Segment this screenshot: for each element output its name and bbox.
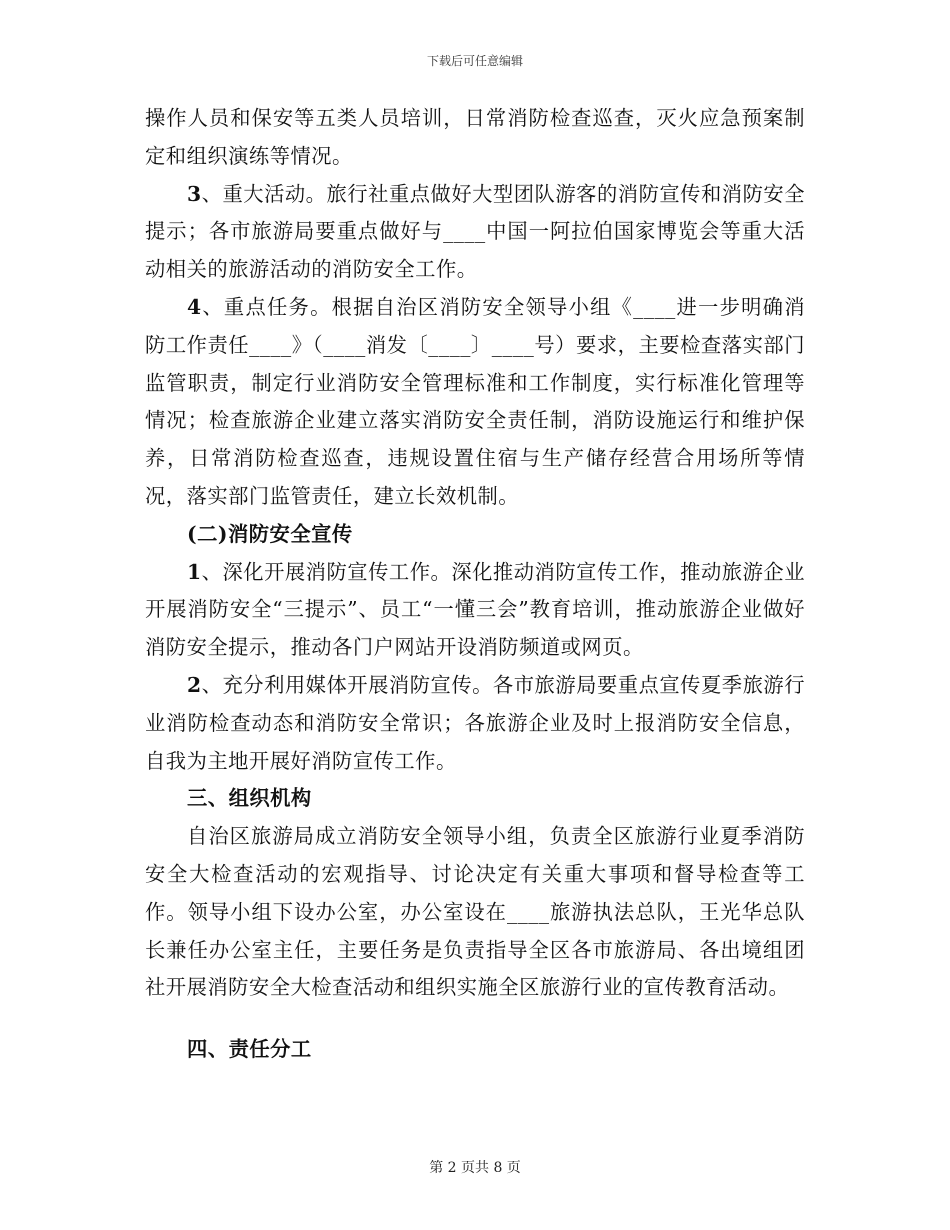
item-number: 4 xyxy=(187,294,202,319)
paragraph-text: 、重点任务。根据自治区消防安全领导小组《____进一步明确消防工作责任____》（____消发〔____〕____号）要求，主要检查落实部门监管职责，制定行业消防安全管理标准和工作制度，实行标准化管理等情况；检查旅游企业建立落实消防安全责任制，消防设施运行和维护保养，日常消防检查巡查，违规设置住宿与生产储存经营合用场所等情况，落实部门监管责任，建立长效机制。 xyxy=(145,294,805,508)
section-heading-responsibilities: 四、责任分工 xyxy=(187,1037,312,1062)
paragraph-training: 操作人员和保安等五类人员培训，日常消防检查巡查，灭火应急预案制定和组织演练等情况。 xyxy=(145,106,805,168)
section-heading-organization: 三、组织机构 xyxy=(187,786,312,811)
paragraph-media-publicity xyxy=(145,667,805,780)
paragraph-text: 、重大活动。旅行社重点做好大型团队游客的消防宣传和消防安全提示；各市旅游局要重点做好与____中国一阿拉伯国家博览会等重大活动相关的旅游活动的消防安全工作。 xyxy=(145,181,805,282)
paragraph-major-events xyxy=(145,176,805,289)
item-number: 1 xyxy=(187,559,202,584)
document-body xyxy=(145,100,805,1069)
item-number: 3 xyxy=(187,181,202,206)
paragraph-deepen-publicity xyxy=(145,554,805,667)
paragraph-key-tasks xyxy=(145,289,805,516)
item-number: 2 xyxy=(187,672,202,697)
paragraph-text: 、充分利用媒体开展消防宣传。各市旅游局要重点宣传夏季旅游行业消防检查动态和消防安全常识；各旅游企业及时上报消防安全信息，自我为主地开展好消防宣传工作。 xyxy=(145,672,805,773)
page-footer: 第 2 页共 8 页 xyxy=(429,1160,521,1176)
paragraph-text: 、深化开展消防宣传工作。深化推动消防宣传工作，推动旅游企业开展消防安全“三提示”、员工“一懂三会”教育培训，推动旅游企业做好消防安全提示，推动各门户网站开设消防频道或网页。 xyxy=(145,559,805,660)
page-header: 下载后可任意编辑 xyxy=(426,54,523,68)
section-heading-publicity: (二)消防安全宣传 xyxy=(187,521,353,546)
paragraph-organization: 自治区旅游局成立消防安全领导小组，负责全区旅游行业夏季消防安全大检查活动的宏观指导、讨论决定有关重大事项和督导检查等工作。领导小组下设办公室，办公室设在____旅游执法总队，王光华总队长兼任办公室主任，主要任务是负责指导全区各市旅游局、各出境组团社开展消防安全大检查活动和组织实施全区旅游行业的宣传教育活动。 xyxy=(145,824,805,1000)
